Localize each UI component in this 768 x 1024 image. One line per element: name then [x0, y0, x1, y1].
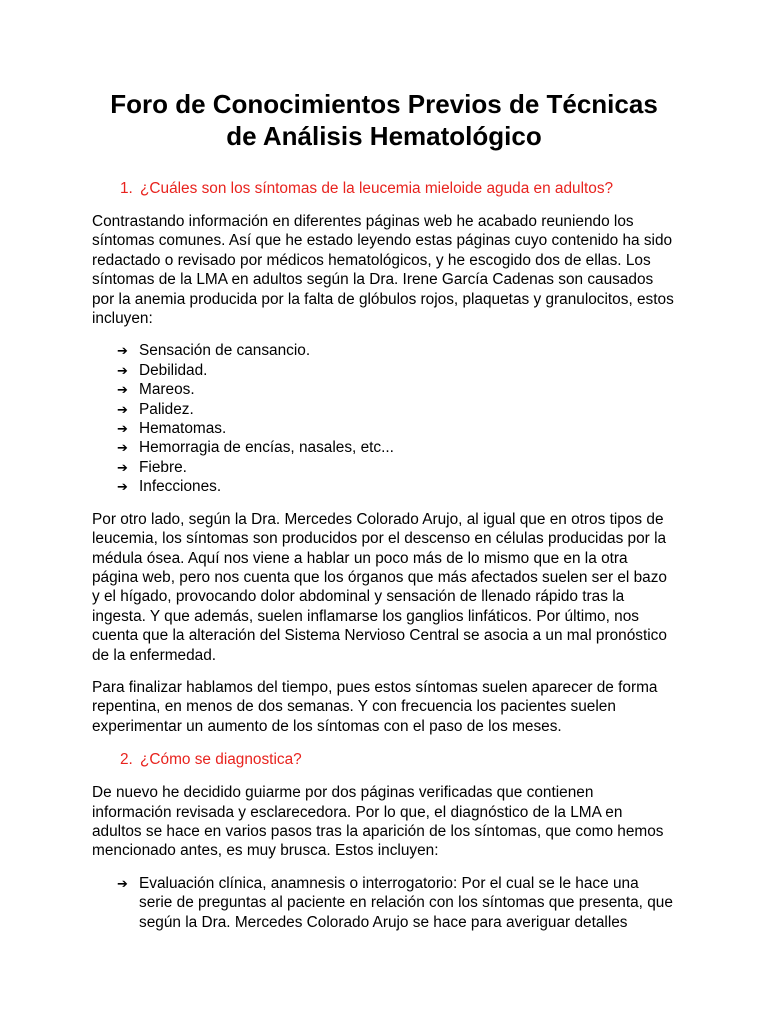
list-item: ➔ Palidez.: [117, 400, 194, 418]
question-1-number: 1.: [120, 180, 133, 197]
title-line-1: Foro de Conocimientos Previos de Técnicas: [110, 89, 658, 119]
arrow-right-icon: ➔: [117, 362, 128, 378]
list-item: ➔ Evaluación clínica, anamnesis o interrogatorio: Por el cual se le hace una serie de preguntas al paciente en relación con los síntomas que presenta, que según la Dra. Mercedes Colorado Arujo se hace para averiguar detalles: [117, 874, 673, 931]
list-item: ➔ Mareos.: [117, 381, 195, 399]
arrow-right-icon: ➔: [117, 421, 128, 437]
paragraph-2: Por otro lado, según la Dra. Mercedes Colorado Arujo, al igual que en otros tipos de leucemia, los síntomas son producidos por el descenso en células producidas por la médula ósea. Aquí nos viene a hablar un poco más de lo mismo que en la otra página web, pero nos cuenta que los órganos que más afectados suelen ser el bazo y el hígado, provocando dolor abdominal y sensación de llenado rápido tras la ingesta. Y que además, suelen inflamarse los ganglios linfáticos. Por último, nos cuenta que la alteración del Sistema Nervioso Central se asocia a un mal pronóstico de la enfermedad.: [92, 510, 667, 664]
arrow-right-icon: ➔: [117, 401, 128, 417]
page-title: [92, 0, 676, 152]
question-1: [92, 179, 676, 198]
paragraph-4: De nuevo he decidido guiarme por dos páginas verificadas que contienen información revisada y esclarecedora. Por lo que, el diagnóstico de la LMA en adultos se hace en varios pasos tras la aparición de los síntomas, que como hemos mencionado antes, es muy brusca. Estos incluyen:: [92, 784, 664, 860]
list-item: ➔ Hemorragia de encías, nasales, etc...: [117, 439, 394, 457]
question-2-text: ¿Cómo se diagnostica?: [140, 751, 302, 769]
paragraph-3: Para finalizar hablamos del tiempo, pues estos síntomas suelen aparecer de forma repentina, en menos de dos semanas. Y con frecuencia los pacientes suelen experimentar un aumento de los síntomas con el paso de los meses.: [92, 678, 658, 735]
question-2: [92, 750, 676, 769]
arrow-right-icon: ➔: [117, 479, 128, 495]
list-item: ➔ Sensación de cansancio.: [117, 342, 311, 360]
arrow-right-icon: ➔: [117, 875, 128, 891]
question-1-text: ¿Cuáles son los síntomas de la leucemia mieloide aguda en adultos?: [140, 180, 614, 197]
paragraph-1: Contrastando información en diferentes páginas web he acabado reuniendo los síntomas comunes. Así que he estado leyendo estas páginas cuyo contenido ha sido redactado o revisado por médicos hematológicos, y he escogido dos de ellas. Los síntomas de la LMA en adultos según la Dra. Irene García Cadenas son causados por la anemia producida por la falta de glóbulos rojos, plaquetas y granulocitos, estos incluyen:: [92, 213, 674, 328]
arrow-right-icon: ➔: [117, 343, 128, 359]
title-line-2: de Análisis Hematológico: [226, 121, 542, 151]
list-item: ➔ Fiebre.: [117, 458, 187, 476]
list-item: ➔ Hematomas.: [117, 420, 227, 438]
symptoms-list: [92, 341, 676, 496]
arrow-right-icon: ➔: [117, 382, 128, 398]
arrow-right-icon: ➔: [117, 440, 128, 456]
question-2-number: 2.: [120, 751, 133, 769]
list-item: ➔ Debilidad.: [117, 361, 208, 379]
diagnosis-list: [92, 874, 676, 932]
list-item: ➔ Infecciones.: [117, 478, 222, 496]
arrow-right-icon: ➔: [117, 459, 128, 475]
